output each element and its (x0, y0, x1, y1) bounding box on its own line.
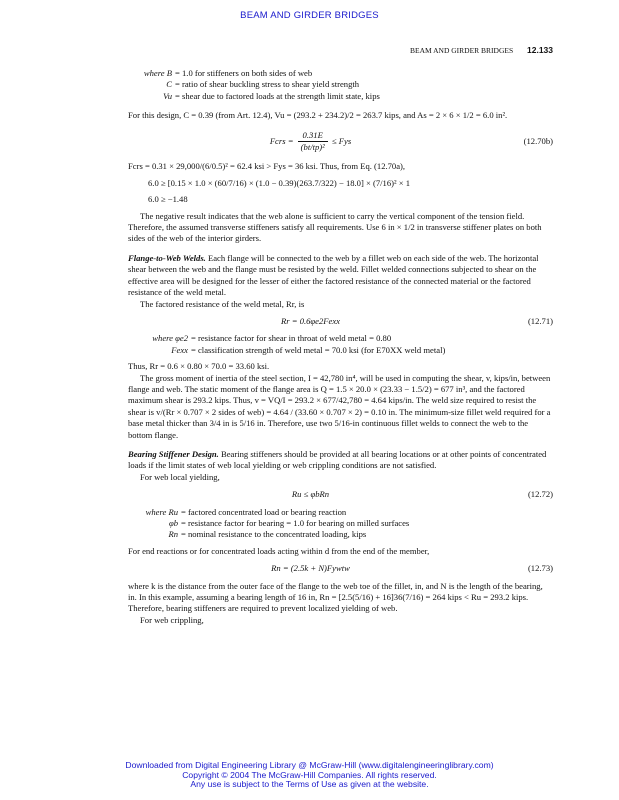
definition-text: = nominal resistance to the concentrated loading, kips (181, 529, 367, 540)
definition-text: = factored concentrated load or bearing reaction (181, 506, 347, 517)
paragraph: Thus, Rr = 0.6 × 0.80 × 70.0 = 33.60 ksi. (128, 361, 270, 372)
definition-symbol: where Ru (145, 506, 178, 517)
equation-12-73 (128, 563, 553, 574)
section-bearing-stiffener-design (128, 449, 553, 472)
paragraph: For web crippling, (140, 614, 204, 625)
definition-text: = resistance factor for shear in throat of weld metal = 0.80 (191, 333, 392, 344)
fraction-numerator: 0.31E (298, 130, 328, 142)
definition-symbol: Vu (163, 90, 172, 101)
equation-number: (12.73) (527, 563, 553, 574)
definition-row (128, 518, 553, 529)
calculation-line: 6.0 ≥ −1.48 (148, 194, 188, 205)
section-text: Bearing stiffeners should be provided at all bearing locations or at other points of concentrated loads if the limit states of web local yielding or web crippling conditions are not satisfied. (128, 448, 547, 471)
definition-symbol: where B (143, 68, 172, 78)
equation-lhs: Fcrs = (269, 135, 294, 146)
equation-number: (12.71) (527, 315, 553, 326)
paragraph: Fcrs = 0.31 × 29,000/(6/0.5)² = 62.4 ksi > Fys = 36 ksi. Thus, from Eq. (12.70a), (128, 161, 406, 172)
definition-text: = 1.0 for stiffeners on both sides of web (175, 68, 313, 78)
definitions-2 (128, 333, 553, 356)
definitions-1 (128, 68, 553, 102)
paragraph: The factored resistance of the weld metal, Rr, is (140, 298, 305, 309)
definition-text: = ratio of shear buckling stress to shear yield strength (175, 79, 360, 90)
banner-title: BEAM AND GIRDER BRIDGES (240, 10, 379, 21)
footer-terms[interactable]: Any use is subject to the Terms of Use as given at the website. (190, 779, 429, 789)
definition-text: = classification strength of weld metal = 70.0 ksi (for E70XX weld metal) (191, 344, 446, 355)
definition-text: = resistance factor for bearing = 1.0 for bearing on milled surfaces (181, 518, 410, 528)
equation-body: Rn = (2.5k + N)Fywtw (271, 563, 350, 574)
paragraph: For end reactions or for concentrated loads acting within d from the end of the member, (128, 545, 430, 556)
equation-12-70b (128, 130, 553, 154)
definition-text: = shear due to factored loads at the strength limit state, kips (175, 90, 380, 101)
calculation-line: 6.0 ≥ [0.15 × 1.0 × (60/7/16) × (1.0 − 0.39)(263.7/322) − 18.0] × (7/16)² × 1 (148, 177, 411, 188)
equation-number: (12.70b) (523, 135, 553, 146)
equation-12-71 (128, 316, 553, 327)
definition-symbol: Rn (168, 529, 178, 540)
paragraph: The gross moment of inertia of the steel section, I = 42,780 in⁴, will be used in computing the shear, v, kips/in, between flange and web. The static moment of the flange area is Q = 1.5 × 20.0 × (23.33 − 1.5/2) = 677 in³, and the factored maximum shear is 293.2 kips. Thus, v = VQ/I = 293.2 × 677/42,780 = 4.64 kips/in. The weld size required to resist the shear is v/(Rr × 0.707 × 2 sides of web) = 4.64 / (33.60 × 0.707 × 2) = 0.10 in. The minimum-size fillet weld required for a base metal thicker than 3/4 in is 5/16 in. Therefore, use two 5/16-in continuous fillet welds to connect the web to the bottom flange. (128, 372, 551, 440)
running-head (410, 45, 553, 55)
definition-row (128, 529, 553, 540)
running-head-title: BEAM AND GIRDER BRIDGES (409, 46, 514, 55)
page-content (128, 68, 553, 626)
equation-fraction (298, 130, 328, 154)
paragraph: where k is the distance from the outer face of the flange to the web toe of the fillet, in, and N is the length of the bearing, in. In this example, assuming a bearing length of 16 in, Rn = [2.5(5/16) + 16]36(7/16) = 264 kips < Ru = 293.2 kips. Therefore, bearing stiffeners are required to prevent localized yielding of web. (128, 580, 543, 614)
paragraph: For web local yielding, (140, 471, 220, 482)
section-flange-to-web-welds (128, 253, 553, 299)
section-text: Each flange will be connected to the web by a fillet web on each side of the web. The horizontal shear between the web and the flange must be resisted by the weld. Fillet welded connections subjected to shear on the effective area will be designed for the lesser of either the factored resistance of the connected material or the factored resistance of the weld metal. (128, 252, 539, 298)
footer-download-link[interactable]: Downloaded from Digital Engineering Library @ McGraw-Hill (www.digitalengineeringlibrary.com) (125, 760, 494, 770)
footer-copyright: Copyright © 2004 The McGraw-Hill Companies. All rights reserved. (182, 769, 437, 780)
definition-symbol: Fexx (171, 344, 188, 355)
definition-row (128, 79, 553, 90)
definition-symbol: C (166, 79, 172, 90)
section-heading: Bearing Stiffener Design. (128, 448, 219, 459)
equation-12-72 (128, 489, 553, 500)
definition-symbol: φb (168, 518, 178, 528)
equation-body: Rr = 0.6φe2Fexx (281, 315, 340, 326)
paragraph: For this design, C = 0.39 (from Art. 12.4), Vu = (293.2 + 234.2)/2 = 263.7 kips, and As = 2 × 6 × 1/2 = 6.0 in². (128, 110, 508, 121)
paragraph: The negative result indicates that the web alone is sufficient to carry the vertical component of the tension field. Therefore, the assumed transverse stiffeners satisfy all requirements. Use 6 in × 1/2 in transverse stiffener plates on both sides of the web of the interior girders. (128, 210, 542, 244)
definition-row (128, 333, 553, 344)
definition-row (128, 91, 553, 102)
section-heading: Flange-to-Web Welds. (128, 252, 206, 263)
definition-row (128, 68, 553, 79)
equation-rhs: ≤ Fys (331, 135, 352, 146)
equation-body: Ru ≤ φbRn (291, 489, 330, 500)
definition-row (128, 345, 553, 356)
definition-row (128, 507, 553, 518)
definitions-3 (128, 507, 553, 541)
page-number: 12.133 (527, 45, 553, 55)
definition-symbol: where φe2 (152, 333, 188, 344)
fraction-denominator: (bt/tp)² (300, 142, 325, 153)
equation-number: (12.72) (527, 489, 553, 500)
footer (0, 761, 619, 790)
